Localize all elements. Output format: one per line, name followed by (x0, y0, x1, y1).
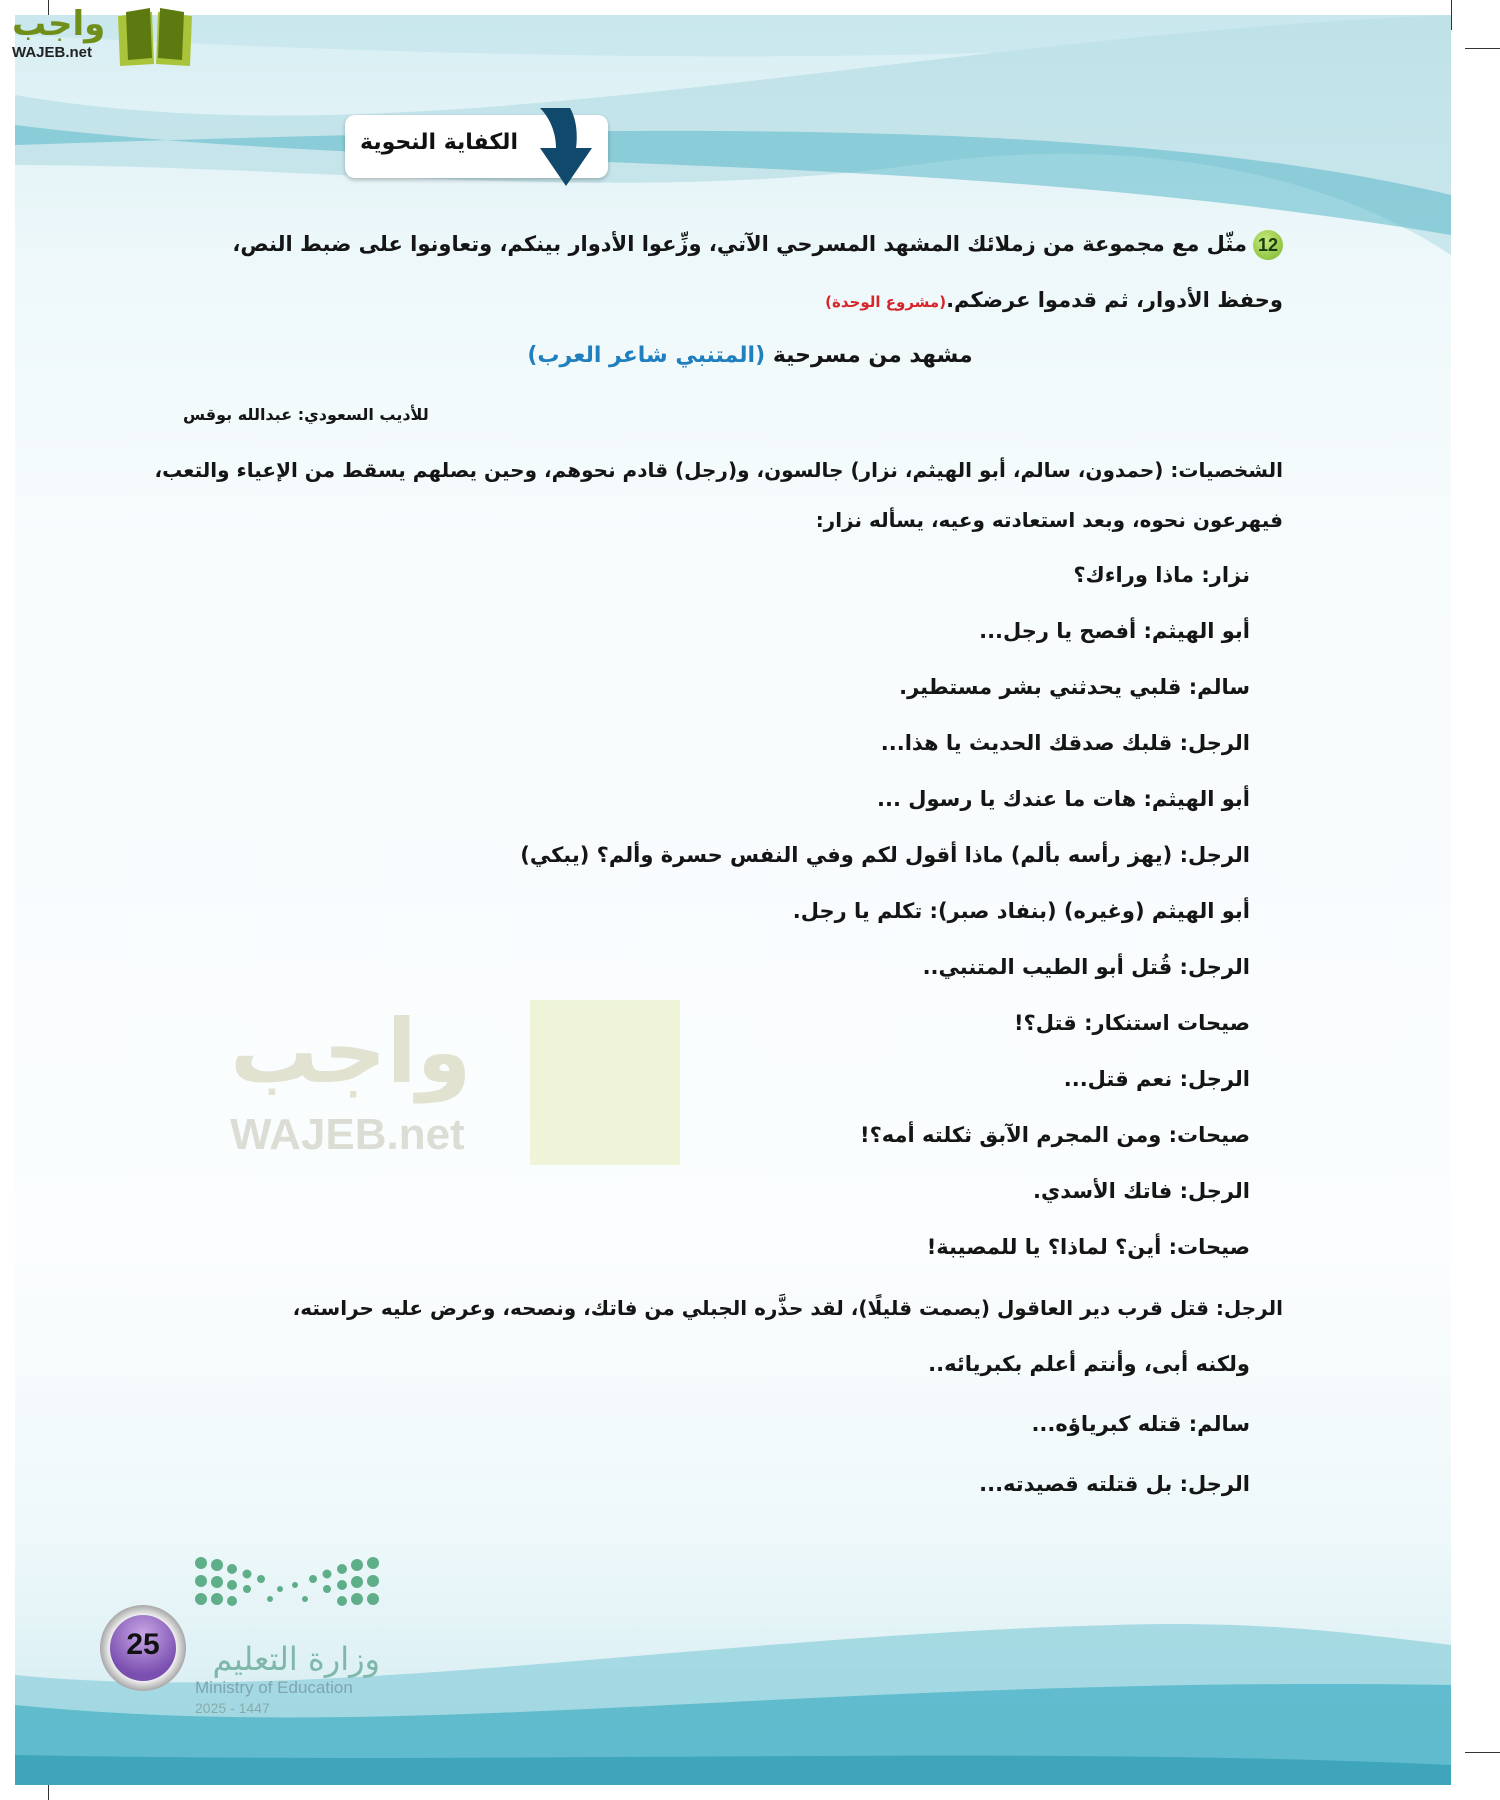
dialogue-line: الرجل: فاتك الأسدي. (1033, 1179, 1250, 1203)
logo-latin: WAJEB.net (12, 44, 93, 61)
dialogue-line: صيحات استنكار: قتل؟! (1013, 1011, 1250, 1035)
project-tag: (مشروع الوحدة) (825, 293, 947, 311)
dialogue-line: نزار: ماذا وراءك؟ (1073, 563, 1250, 587)
watermark-latin: WAJEB.net (230, 1110, 465, 1159)
author-credit: للأديب السعودي: عبدالله بوقس (183, 405, 429, 424)
dialogue-line: أبو الهيثم (وغيره) (بنفاد صبر): تكلم يا رجل. (792, 899, 1250, 923)
dialogue-line: الرجل: قُتل أبو الطيب المتنبي.. (922, 955, 1250, 979)
logo-arabic: واجب (12, 4, 106, 44)
instruction-text: وحفظ الأدوار، ثم قدموا عرضكم. (946, 288, 1283, 312)
dialogue-line: أبو الهيثم: هات ما عندك يا رسول ... (877, 787, 1250, 811)
ministry-dots-icon (195, 1555, 380, 1635)
dialogue-line: أبو الهيثم: أفصح يا رجل... (979, 619, 1250, 643)
watermark-arabic: واجب (230, 1000, 472, 1103)
exercise-instruction-line1 (232, 230, 1283, 260)
section-title: الكفاية النحوية (360, 130, 518, 155)
dialogue-line: صيحات: ومن المجرم الآبق ثكلته أمه؟! (860, 1123, 1250, 1147)
down-arrow-icon (530, 108, 600, 186)
page-number-badge (100, 1605, 186, 1691)
scene-title (0, 343, 1500, 368)
open-book-icon (116, 8, 194, 66)
wajeb-logo (8, 4, 193, 68)
dialogue-line: الرجل: قلبك صدقك الحديث يا هذا... (880, 731, 1250, 755)
dialogue-line: سالم: قلبي يحدثني بشر مستطير. (899, 675, 1250, 699)
watermark-book-icon (530, 1000, 680, 1165)
crop-mark (1465, 48, 1500, 49)
exercise-instruction-line2 (825, 288, 1283, 312)
dialogue-long-line1: الرجل: قتل قرب دير العاقول (يصمت قليلًا)، لقد حذَّره الجبلي من فاتك، ونصحه، وعرض عليه حراسته، (292, 1296, 1283, 1320)
top-wave-decoration (15, 15, 1451, 255)
characters-line2: فيهرعون نحوه، وبعد استعادته وعيه، يسأله نزار: (815, 508, 1283, 532)
dialogue-line: الرجل: نعم قتل... (1063, 1067, 1250, 1091)
dialogue-line: سالم: قتله كبرياؤه... (1031, 1412, 1250, 1436)
instruction-text: مثّل مع مجموعة من زملائك المشهد المسرحي الآتي، وزِّعوا الأدوار بينكم، وتعاونوا على ضبط النص، (232, 232, 1247, 256)
dialogue-line: الرجل: (يهز رأسه بألم) ماذا أقول لكم وفي النفس حسرة وألم؟ (يبكي) (520, 843, 1250, 867)
exercise-number-badge: 12 (1253, 230, 1283, 260)
dialogue-line: صيحات: أين؟ لماذا؟ يا للمصيبة! (926, 1235, 1250, 1259)
dialogue-line: الرجل: بل قتلته قصيدته... (979, 1472, 1250, 1496)
crop-mark (1451, 0, 1452, 30)
ministry-logo (195, 1555, 395, 1725)
academic-year: 2025 - 1447 (195, 1700, 270, 1716)
wajeb-watermark (230, 1000, 690, 1170)
scene-title-prefix: مشهد من مسرحية (772, 343, 973, 368)
play-name: (المتنبي شاعر العرب) (527, 343, 766, 368)
ministry-name-english: Ministry of Education (195, 1678, 353, 1697)
crop-mark (1465, 1752, 1500, 1753)
dialogue-long-line2: ولكنه أبى، وأنتم أعلم بكبريائه.. (928, 1352, 1250, 1376)
page-number: 25 (110, 1615, 176, 1681)
ministry-name-arabic: وزارة التعليم (212, 1640, 380, 1678)
characters-line1: الشخصيات: (حمدون، سالم، أبو الهيثم، نزار) جالسون، و(رجل) قادم نحوهم، وحين يصلهم يسقط من الإعياء والتعب، (154, 458, 1283, 482)
